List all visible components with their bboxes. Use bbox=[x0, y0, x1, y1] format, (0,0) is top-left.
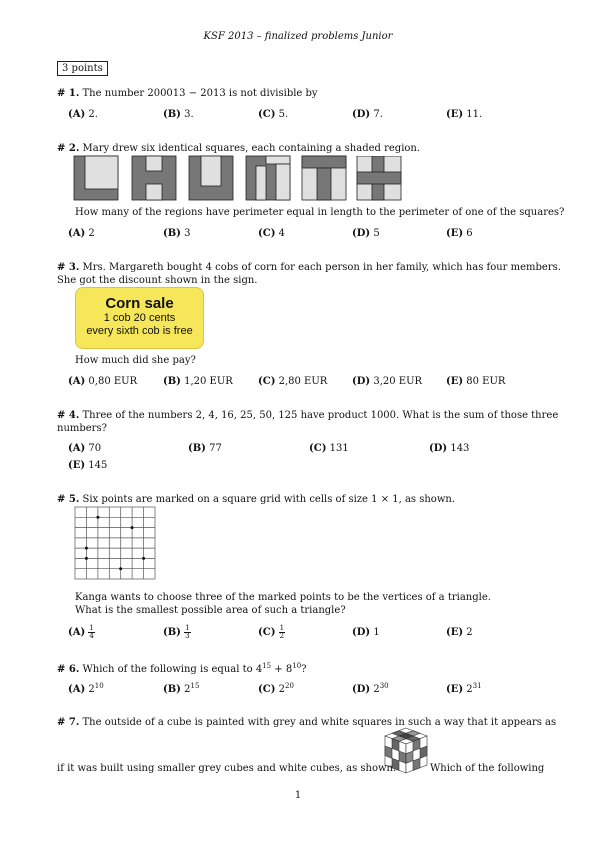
question-text: Mary drew six identical squares, each containing a shaded region. bbox=[82, 143, 421, 154]
q2-option-d[interactable]: (D) 5 bbox=[352, 228, 380, 239]
q4-option-c[interactable]: (C) 131 bbox=[309, 443, 349, 454]
q5-option-d[interactable]: (D) 1 bbox=[352, 627, 380, 638]
question-6: # 6. Which of the following is equal to $4^{15} + 8^{10}$? bbox=[57, 662, 307, 675]
question-4 bbox=[57, 409, 558, 422]
grid-point bbox=[142, 557, 145, 560]
question-5 bbox=[57, 493, 455, 506]
question-number: # 2. bbox=[57, 143, 80, 154]
question-text: Mrs. Margareth bought 4 cobs of corn for each person in her family, which has four members. bbox=[82, 262, 561, 273]
q2-question: How many of the regions have perimeter equal in length to the perimeter of one of the squares? bbox=[75, 207, 565, 218]
q4-option-b[interactable]: (B) 77 bbox=[188, 443, 222, 454]
page-number: 1 bbox=[294, 790, 302, 801]
q5-option-a[interactable]: (A) $\frac{1}{4}$ bbox=[68, 624, 94, 640]
q1-option-b[interactable]: (B) 3. bbox=[163, 109, 194, 120]
question-text: Which of the following is equal to 4 bbox=[82, 664, 263, 675]
six-shaded-squares-figure bbox=[72, 155, 354, 203]
sign-line-2: every sixth cob is free bbox=[86, 325, 193, 337]
q6-option-e[interactable]: (E) $2^{31}$ bbox=[446, 682, 482, 695]
q6-option-c[interactable]: (C) $2^{20}$ bbox=[258, 682, 294, 695]
q5-option-e[interactable]: (E) 2 bbox=[446, 627, 473, 638]
section-label: 3 points bbox=[57, 61, 108, 76]
q2-option-c[interactable]: (C) 4 bbox=[258, 228, 285, 239]
q5-option-b[interactable]: (B) $\frac{1}{3}$ bbox=[163, 624, 190, 640]
question-text: The outside of a cube is painted with grey and white squares in such a way that it appears as bbox=[82, 717, 557, 728]
q2-option-a[interactable]: (A) 2 bbox=[68, 228, 95, 239]
q6-option-b[interactable]: (B) $2^{15}$ bbox=[163, 682, 200, 695]
grid-point bbox=[96, 516, 99, 519]
square-3 bbox=[189, 156, 233, 200]
q3-option-d[interactable]: (D) 3,20 EUR bbox=[352, 376, 423, 387]
page-header: KSF 2013 – finalized problems Junior bbox=[203, 31, 393, 42]
q5-option-c[interactable]: (C) $\frac{1}{2}$ bbox=[258, 624, 285, 640]
q4-line-2: numbers? bbox=[57, 423, 107, 434]
q4-option-e[interactable]: (E) 145 bbox=[68, 460, 108, 471]
question-text: Three of the numbers 2, 4, 16, 25, 50, 125 have product 1000. What is the sum of those three bbox=[82, 410, 559, 421]
q3-option-a[interactable]: (A) 0,80 EUR bbox=[68, 376, 138, 387]
grid-point bbox=[119, 567, 122, 570]
question-7 bbox=[57, 716, 556, 729]
question-number: # 5. bbox=[57, 494, 80, 505]
question-number: # 3. bbox=[57, 262, 80, 273]
q1-option-c[interactable]: (C) 5. bbox=[258, 109, 289, 120]
sign-title: Corn sale bbox=[105, 295, 174, 312]
q7-line-2a: if it was built using smaller grey cubes and white cubes, as shown. bbox=[57, 763, 397, 774]
question-number: # 1. bbox=[57, 88, 80, 99]
question-3 bbox=[57, 261, 561, 274]
square-6-cross bbox=[356, 156, 406, 202]
square-2 bbox=[132, 156, 176, 200]
q4-option-a[interactable]: (A) 70 bbox=[68, 443, 102, 454]
square-5 bbox=[302, 156, 346, 200]
q6-option-a[interactable]: (A) $2^{10}$ bbox=[68, 682, 104, 695]
q3-line-2: She got the discount shown in the sign. bbox=[57, 275, 258, 286]
question-1 bbox=[57, 87, 318, 100]
point-grid-figure bbox=[74, 506, 158, 582]
question-number: # 4. bbox=[57, 410, 80, 421]
question-text: Six points are marked on a square grid with cells of size 1 × 1, as shown. bbox=[82, 494, 456, 505]
q3-option-c[interactable]: (C) 2,80 EUR bbox=[258, 376, 328, 387]
square-1 bbox=[74, 156, 118, 200]
corn-sale-sign bbox=[75, 287, 204, 349]
q3-option-b[interactable]: (B) 1,20 EUR bbox=[163, 376, 233, 387]
q4-option-d[interactable]: (D) 143 bbox=[429, 443, 470, 454]
grid-point bbox=[85, 557, 88, 560]
q5-line-1: Kanga wants to choose three of the marked points to be the vertices of a triangle. bbox=[75, 592, 491, 603]
q2-option-b[interactable]: (B) 3 bbox=[163, 228, 191, 239]
question-number: # 6. bbox=[57, 664, 80, 675]
sign-line-1: 1 cob 20 cents bbox=[103, 312, 176, 324]
grid-point bbox=[131, 526, 134, 529]
question-number: # 7. bbox=[57, 717, 80, 728]
question-2 bbox=[57, 142, 420, 155]
q3-option-e[interactable]: (E) 80 EUR bbox=[446, 376, 506, 387]
q5-line-2: What is the smallest possible area of such a triangle? bbox=[75, 605, 346, 616]
grid-point bbox=[85, 547, 88, 550]
q2-option-e[interactable]: (E) 6 bbox=[446, 228, 473, 239]
square-4 bbox=[246, 156, 290, 200]
q6-option-d[interactable]: (D) $2^{30}$ bbox=[352, 682, 389, 695]
q1-option-e[interactable]: (E) 11. bbox=[446, 109, 483, 120]
q1-option-a[interactable]: (A) 2. bbox=[68, 109, 98, 120]
question-text: The number 200013 − 2013 is not divisible by bbox=[82, 88, 318, 99]
q1-option-d[interactable]: (D) 7. bbox=[352, 109, 383, 120]
q7-line-2b: Which of the following bbox=[430, 763, 545, 774]
q3-question: How much did she pay? bbox=[75, 355, 196, 366]
